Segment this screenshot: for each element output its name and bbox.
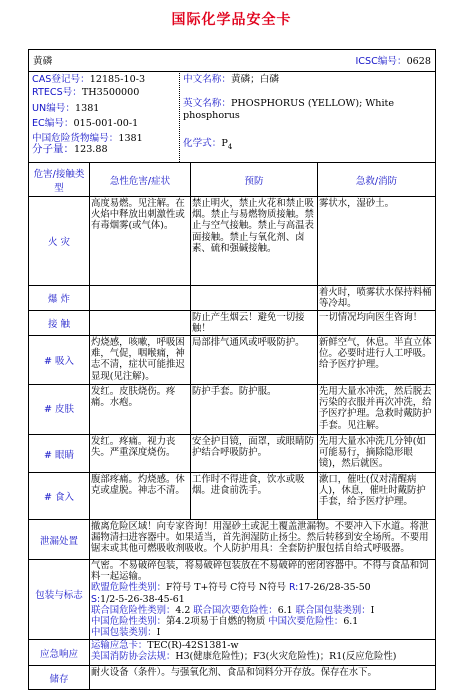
ec-value: 015-001-00-1: [73, 117, 139, 129]
identity-left: [32, 74, 182, 156]
row-skin-firstaid: 先用大量水冲洗，然后脱去污染的衣服并再次冲洗，给予医疗护理。急救时戴防护手套。见注解。: [319, 386, 432, 431]
row-eyes-symptoms: 发红。疼痛。视力丧失。严重深度烧伤。: [91, 436, 176, 459]
row-ingestion-type: # 食入: [44, 492, 74, 503]
cn-value: 1381: [118, 133, 143, 145]
col-type: 危害/接触类型: [33, 168, 85, 194]
eu-class-value: F符号 T+符号 C符号 N符号: [166, 582, 286, 594]
cas-label: CAS登记号：: [32, 74, 90, 85]
row-fire-firstaid: 雾状水，湿砂土。: [319, 198, 395, 209]
un-sub-label: 联合国次要危险性：: [193, 604, 278, 616]
packaging-text: 气密。不易破碎包装，将易破碎包装放在不易破碎的密闭容器中。不得与食品和饲料一起运输。: [91, 560, 429, 583]
row-contact-type: 接 触: [47, 319, 71, 330]
s-value: 1/2-5-26-38-45-61: [100, 593, 185, 605]
cname-label: 中文名称：: [183, 74, 231, 85]
nfpa-label: 美国消防协会法规：: [91, 651, 176, 663]
un-hazard-label: 联合国危险性类别：: [91, 604, 176, 616]
row-contact-prevention: 防止产生烟云！避免一切接触！: [192, 312, 305, 335]
un-pack-value: I: [370, 604, 375, 616]
un-label: UN编号：: [32, 102, 75, 114]
row-skin-symptoms: 发红。皮肤烧伤。疼痛。水疱。: [91, 386, 176, 409]
icsc-number: [355, 56, 431, 67]
cname-value: 黄磷；白磷: [230, 74, 279, 85]
mw-value: 123.88: [74, 144, 108, 156]
formula-subscript: 4: [227, 142, 233, 151]
packaging-label: 包装与标志: [35, 589, 83, 601]
row-inhalation-symptoms: 灼烧感，咳嗽，呼吸困难，气促，咽喉痛，神志不清，症状可能推迟显现(见注解)。: [91, 337, 185, 382]
ec-label: EC编号：: [32, 117, 74, 129]
mw-label: 分子量：: [32, 143, 74, 156]
un-value: 1381: [74, 102, 100, 114]
chemical-name: 黄磷: [33, 56, 53, 67]
nfpa-value: H3(健康危险性)；F3(火灾危险性)；R1(反应危险性): [175, 651, 397, 663]
row-ingestion-symptoms: 腹部疼痛。灼烧感。休克或虚脱。神志不清。: [91, 474, 185, 497]
row-fire-prevention: 禁止明火，禁止火花和禁止吸烟。禁止与易燃物质接触。禁止与空气接触。禁止与高温表面接触。禁止与氧化剂、卤素、硫和强碱接触。: [192, 198, 314, 254]
storage-text: 耐火设备（条件）。与强氧化剂、食品和饲料分开存放。保存在水下。: [91, 667, 377, 678]
emergency-content: [91, 640, 434, 662]
spill-label: 泄漏处置: [39, 535, 78, 547]
row-eyes-prevention: 安全护目镜，面罩，或眼睛防护结合呼吸防护。: [192, 436, 314, 459]
eu-class-label: 欧盟危险性类别：: [91, 582, 167, 594]
row-inhalation-prevention: 局部排气通风或呼吸防护。: [192, 337, 305, 348]
transport-label: 运输应急卡：: [91, 640, 148, 651]
ename-value: PHOSPHORUS (YELLOW); White phosphorus: [183, 98, 395, 121]
formula-value: P: [221, 137, 228, 149]
row-ingestion-firstaid: 漱口，催吐(仅对清醒病人)，休息，催吐时戴防护手套，给予医疗护理。: [319, 474, 426, 508]
col-prevention: 预防: [244, 175, 264, 187]
row-inhalation-firstaid: 新鲜空气，休息。半直立体位。必要时进行人工呼吸。给予医疗护理。: [319, 337, 432, 371]
row-inhalation-type: # 吸入: [44, 356, 74, 367]
un-hazard-value: 4.2: [175, 604, 191, 616]
row-explosion-firstaid: 着火时，喷雾状水保持料桶等冷却。: [319, 287, 432, 310]
emergency-label: 应急响应: [39, 648, 78, 660]
cn-hazard-label: 中国危险性类别：: [91, 616, 167, 628]
icsc-value: 0628: [406, 56, 431, 67]
row-skin-type: # 皮肤: [44, 403, 74, 415]
row-contact-firstaid: 一切情况均向医生咨询！: [319, 312, 423, 323]
rtecs-label: RTECS号：: [32, 87, 82, 99]
col-firstaid: 急救/消防: [355, 175, 398, 187]
card-title: 国际化学品安全卡: [171, 12, 292, 28]
un-pack-label: 联合国包装类别：: [295, 604, 371, 616]
row-ingestion-prevention: 工作时不得进食，饮水或吸烟。进食前洗手。: [192, 474, 305, 497]
spill-text: 撤离危险区域！向专家咨询！用湿砂土或泥土覆盖泄漏物。不要冲入下水道。将泄漏物清扫进容器中。如果适当，首先润湿防止扬尘。然后转移到安全场所。不要用锯末或其他可燃吸收剂吸收。个人防护用具：全套防护服包括自给式呼吸器。: [91, 521, 429, 555]
cn-sub-value: 6.1: [343, 616, 359, 628]
ename-label: 英文名称：: [183, 98, 231, 110]
safety-card: [28, 49, 436, 690]
row-eyes-type: # 眼睛: [44, 449, 74, 461]
rtecs-value: TH3500000: [81, 87, 140, 99]
row-skin-prevention: 防护手套。防护服。: [192, 386, 277, 397]
row-fire-type: 火 灾: [47, 237, 71, 248]
r-value: 17-26/28-35-50: [298, 582, 371, 594]
row-explosion-type: 爆 炸: [47, 294, 71, 305]
r-label: R:: [288, 582, 299, 594]
row-eyes-firstaid: 先用大量水冲洗几分钟(如可能易行，摘除隐形眼镜)，然后就医。: [319, 436, 426, 470]
identity-right: [183, 74, 433, 153]
cn-pack-label: 中国包装类别：: [91, 627, 157, 639]
icsc-label: ICSC编号：: [355, 56, 407, 67]
un-sub-value: 6.1: [277, 604, 293, 616]
packaging-content: [91, 560, 434, 638]
transport-value: TEC(R)-42S1381-w: [147, 640, 239, 651]
cn-label: 中国危险货物编号：: [32, 133, 119, 145]
cas-value: 12185-10-3: [89, 74, 146, 85]
storage-label: 储存: [49, 673, 69, 685]
cn-pack-value: I: [156, 627, 161, 639]
row-fire-symptoms: 高度易燃。见注解。在火焰中释放出刺激性或有毒烟雾(或气体)。: [91, 198, 185, 232]
col-symptoms: 急性危害/症状: [109, 175, 171, 187]
formula-label: 化学式：: [183, 137, 222, 149]
cn-hazard-value: 第4.2项易于自燃的物质: [166, 616, 266, 628]
s-label: S:: [91, 593, 101, 605]
cn-sub-label: 中国次要危险性：: [268, 616, 344, 628]
